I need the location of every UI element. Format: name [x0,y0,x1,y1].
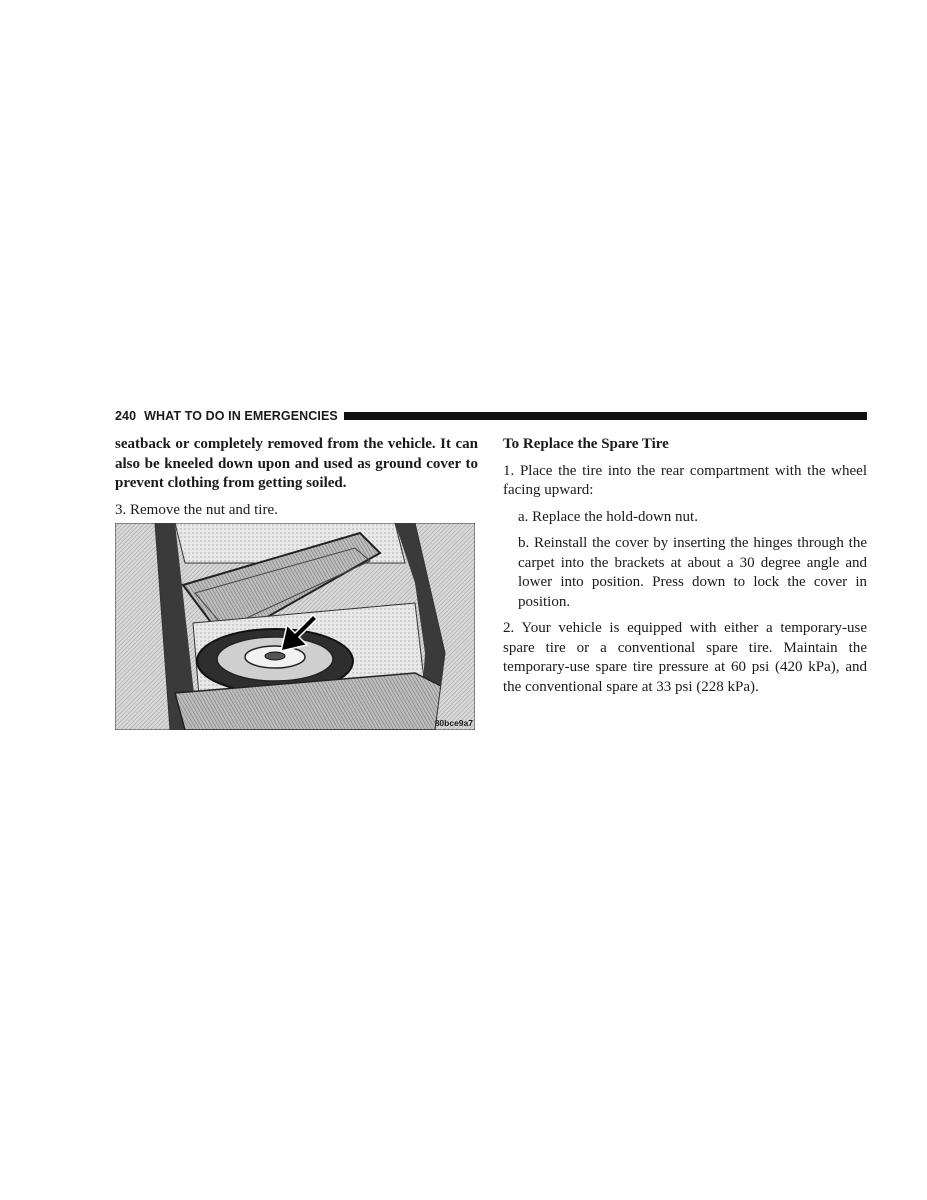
continued-paragraph: seatback or completely removed from the vehicle. It can also be kneeled down upon and used as ground cover to prevent clothing from getting soiled. [115,436,478,491]
section-heading: To Replace the Spare Tire [503,436,669,452]
left-column [115,435,478,520]
right-column [503,435,867,697]
section-title: WHAT TO DO IN EMERGENCIES [144,409,338,423]
header-rule [344,412,867,420]
page-number: 240 [115,409,137,423]
step-1a: a. Replace the hold-down nut. [518,508,698,525]
step-2: 2. Your vehicle is equipped with either a temporary-use spare tire or a conventional spare tire. Maintain the temporary-use spare tire pressure at 60 psi (420 kPa), and the conventional spare at 33 psi (228 kPa). [503,620,867,695]
spare-tire-illustration [115,523,475,730]
step-1: 1. Place the tire into the rear compartment with the wheel facing upward: [503,462,867,498]
step-3: 3. Remove the nut and tire. [115,501,278,518]
step-1b: b. Reinstall the cover by inserting the hinges through the carpet into the brackets at about a 30 degree angle and lower into position. Press down to lock the cover in position. [518,535,867,610]
page-header [115,408,867,424]
figure-code: 80bce9a7 [434,718,473,728]
cargo-area-drawing [115,523,475,730]
